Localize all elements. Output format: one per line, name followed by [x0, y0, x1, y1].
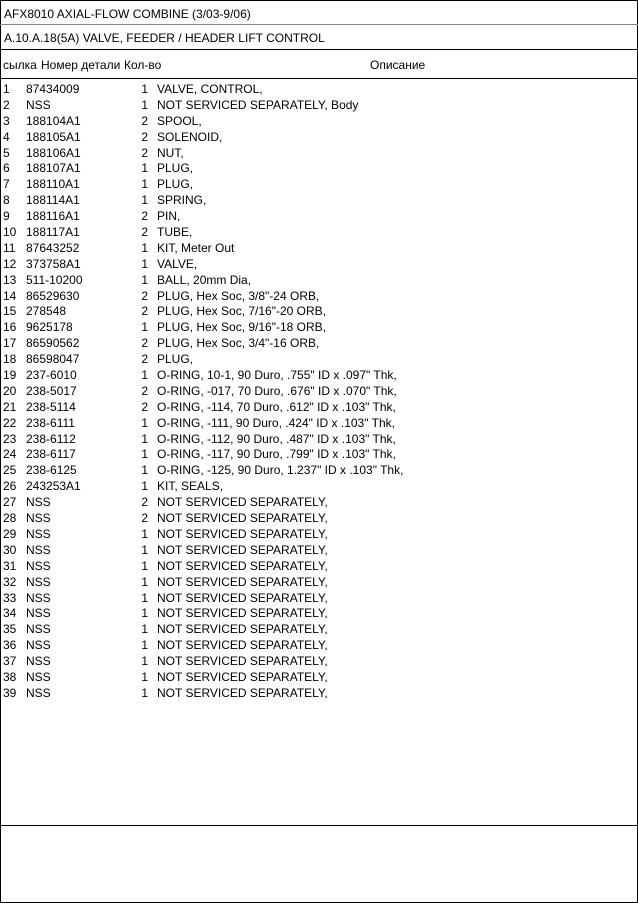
table-row — [0, 177, 638, 193]
table-row — [0, 209, 638, 225]
ref-cell: 38 — [3, 669, 17, 684]
divider — [0, 78, 638, 79]
part-number-cell: 87434009 — [26, 82, 80, 96]
description-cell: TUBE, — [157, 225, 193, 240]
part-number-cell: 188105A1 — [26, 129, 81, 144]
qty-cell: 2 — [141, 495, 148, 510]
part-number-cell: 278548 — [26, 304, 67, 319]
description-cell: NOT SERVICED SEPARATELY, — [157, 669, 328, 684]
parts-table — [0, 82, 638, 702]
description-cell: PLUG, Hex Soc, 3/4"-16 ORB, — [157, 336, 320, 351]
part-number-cell: 86598047 — [26, 352, 80, 367]
ref-cell: 2 — [3, 97, 10, 112]
description-cell: PLUG, — [157, 177, 194, 192]
part-number-cell: 373758A1 — [26, 256, 81, 271]
part-number-cell: 188114A1 — [26, 193, 80, 208]
qty-cell: 2 — [141, 209, 148, 224]
column-header-description: Описание — [370, 58, 426, 72]
table-row — [0, 559, 638, 575]
qty-cell: 2 — [141, 399, 148, 414]
ref-cell: 33 — [3, 590, 17, 605]
part-number-cell: 238-5017 — [26, 383, 77, 398]
description-cell: O-RING, -017, 70 Duro, .676" ID x .070" Thk, — [157, 383, 397, 398]
part-number-cell: 237-6010 — [26, 368, 77, 383]
table-row — [0, 257, 638, 273]
description-cell: VALVE, — [157, 256, 198, 271]
description-cell: KIT, Meter Out — [157, 240, 235, 255]
ref-cell: 5 — [3, 145, 10, 160]
description-cell: NOT SERVICED SEPARATELY, — [157, 558, 328, 573]
ref-cell: 29 — [3, 526, 17, 541]
part-number-cell: 188104A1 — [26, 113, 81, 128]
ref-cell: 6 — [3, 161, 10, 176]
description-cell: PLUG, Hex Soc, 9/16"-18 ORB, — [157, 320, 326, 335]
table-row — [0, 289, 638, 305]
description-cell: BALL, 20mm Dia, — [157, 272, 252, 287]
ref-cell: 3 — [3, 113, 10, 128]
description-cell: NOT SERVICED SEPARATELY, — [157, 654, 328, 669]
ref-cell: 37 — [3, 654, 17, 669]
ref-cell: 1 — [3, 82, 10, 96]
table-row — [0, 622, 638, 638]
qty-cell: 1 — [141, 82, 148, 96]
table-row — [0, 463, 638, 479]
table-row — [0, 432, 638, 448]
qty-cell: 1 — [141, 193, 148, 208]
qty-cell: 1 — [141, 479, 148, 494]
ref-cell: 22 — [3, 415, 17, 430]
column-header-ref: сылка — [3, 58, 37, 72]
divider — [0, 825, 638, 826]
qty-cell: 1 — [141, 526, 148, 541]
ref-cell: 10 — [3, 225, 17, 240]
qty-cell: 2 — [141, 336, 148, 351]
ref-cell: 17 — [3, 336, 17, 351]
table-row — [0, 606, 638, 622]
ref-cell: 36 — [3, 638, 17, 653]
description-cell: NOT SERVICED SEPARATELY, — [157, 495, 328, 510]
qty-cell: 1 — [141, 558, 148, 573]
qty-cell: 1 — [141, 654, 148, 669]
ref-cell: 4 — [3, 129, 10, 144]
qty-cell: 2 — [141, 304, 148, 319]
description-cell: NOT SERVICED SEPARATELY, — [157, 622, 328, 637]
part-number-cell: NSS — [26, 97, 51, 112]
table-row — [0, 98, 638, 114]
ref-cell: 32 — [3, 574, 17, 589]
part-number-cell: 243253A1 — [26, 479, 81, 494]
qty-cell: 2 — [141, 225, 148, 240]
ref-cell: 34 — [3, 606, 17, 621]
table-row — [0, 575, 638, 591]
ref-cell: 7 — [3, 177, 10, 192]
part-number-cell: NSS — [26, 606, 51, 621]
ref-cell: 31 — [3, 558, 17, 573]
description-cell: NOT SERVICED SEPARATELY, — [157, 606, 328, 621]
description-cell: VALVE, CONTROL, — [157, 82, 263, 96]
description-cell: NOT SERVICED SEPARATELY, — [157, 638, 328, 653]
qty-cell: 2 — [141, 113, 148, 128]
qty-cell: 1 — [141, 240, 148, 255]
ref-cell: 8 — [3, 193, 10, 208]
ref-cell: 14 — [3, 288, 17, 303]
ref-cell: 27 — [3, 495, 17, 510]
ref-cell: 9 — [3, 209, 10, 224]
table-row — [0, 352, 638, 368]
part-number-cell: 238-6111 — [26, 415, 75, 430]
ref-cell: 28 — [3, 511, 17, 526]
description-cell: PLUG, — [157, 352, 194, 367]
description-cell: NOT SERVICED SEPARATELY, — [157, 590, 328, 605]
qty-cell: 1 — [141, 320, 148, 335]
qty-cell: 1 — [141, 177, 148, 192]
table-row — [0, 447, 638, 463]
ref-cell: 13 — [3, 272, 17, 287]
part-number-cell: 238-6125 — [26, 463, 77, 478]
table-row — [0, 304, 638, 320]
divider — [0, 49, 638, 50]
ref-cell: 19 — [3, 368, 17, 383]
table-row — [0, 225, 638, 241]
ref-cell: 20 — [3, 383, 17, 398]
part-number-cell: 238-5114 — [26, 399, 76, 414]
table-row — [0, 670, 638, 686]
qty-cell: 1 — [141, 256, 148, 271]
part-number-cell: NSS — [26, 638, 51, 653]
ref-cell: 26 — [3, 479, 17, 494]
table-row — [0, 114, 638, 130]
qty-cell: 2 — [141, 383, 148, 398]
qty-cell: 2 — [141, 352, 148, 367]
table-row — [0, 638, 638, 654]
description-cell: O-RING, -125, 90 Duro, 1.237" ID x .103" Thk, — [157, 463, 404, 478]
ref-cell: 12 — [3, 256, 17, 271]
column-header-qty: Кол-во — [124, 58, 162, 72]
description-cell: NOT SERVICED SEPARATELY, Body — [157, 97, 359, 112]
part-number-cell: NSS — [26, 574, 51, 589]
table-row — [0, 495, 638, 511]
qty-cell: 1 — [141, 447, 148, 462]
qty-cell: 1 — [141, 97, 148, 112]
description-cell: O-RING, -112, 90 Duro, .487" ID x .103" Thk, — [157, 431, 396, 446]
qty-cell: 1 — [141, 431, 148, 446]
qty-cell: 1 — [141, 272, 148, 287]
ref-cell: 39 — [3, 685, 17, 700]
table-row — [0, 161, 638, 177]
part-number-cell: NSS — [26, 511, 51, 526]
table-row — [0, 273, 638, 289]
description-cell: O-RING, -114, 70 Duro, .612" ID x .103" Thk, — [157, 399, 396, 414]
table-row — [0, 130, 638, 146]
qty-cell: 1 — [141, 542, 148, 557]
section-title: A.10.A.18(5A) VALVE, FEEDER / HEADER LIFT CONTROL — [4, 31, 325, 45]
part-number-cell: 9625178 — [26, 320, 73, 335]
table-row — [0, 686, 638, 702]
table-row — [0, 527, 638, 543]
description-cell: NOT SERVICED SEPARATELY, — [157, 574, 328, 589]
qty-cell: 1 — [141, 685, 148, 700]
part-number-cell: NSS — [26, 590, 51, 605]
qty-cell: 1 — [141, 606, 148, 621]
divider — [0, 24, 638, 25]
description-cell: NOT SERVICED SEPARATELY, — [157, 685, 328, 700]
description-cell: PLUG, Hex Soc, 3/8"-24 ORB, — [157, 288, 320, 303]
part-number-cell: NSS — [26, 669, 51, 684]
part-number-cell: 188110A1 — [26, 177, 80, 192]
description-cell: O-RING, -111, 90 Duro, .424" ID x .103" Thk, — [157, 415, 395, 430]
part-number-cell: 86590562 — [26, 336, 80, 351]
part-number-cell: 86529630 — [26, 288, 80, 303]
table-row — [0, 591, 638, 607]
ref-cell: 15 — [3, 304, 17, 319]
part-number-cell: 188106A1 — [26, 145, 81, 160]
description-cell: NOT SERVICED SEPARATELY, — [157, 542, 328, 557]
part-number-cell: NSS — [26, 495, 51, 510]
description-cell: SOLENOID, — [157, 129, 223, 144]
ref-cell: 11 — [3, 240, 16, 255]
ref-cell: 16 — [3, 320, 17, 335]
description-cell: SPRING, — [157, 193, 207, 208]
table-row — [0, 511, 638, 527]
ref-cell: 21 — [3, 399, 17, 414]
table-row — [0, 384, 638, 400]
table-row — [0, 146, 638, 162]
qty-cell: 2 — [141, 511, 148, 526]
table-row — [0, 241, 638, 257]
qty-cell: 2 — [141, 145, 148, 160]
qty-cell: 1 — [141, 574, 148, 589]
description-cell: PLUG, Hex Soc, 7/16"-20 ORB, — [157, 304, 326, 319]
description-cell: KIT, SEALS, — [157, 479, 224, 494]
part-number-cell: 188117A1 — [26, 225, 80, 240]
part-number-cell: NSS — [26, 558, 51, 573]
qty-cell: 1 — [141, 622, 148, 637]
qty-cell: 2 — [141, 288, 148, 303]
table-row — [0, 654, 638, 670]
part-number-cell: NSS — [26, 526, 51, 541]
description-cell: PIN, — [157, 209, 181, 224]
description-cell: NOT SERVICED SEPARATELY, — [157, 526, 328, 541]
part-number-cell: NSS — [26, 654, 51, 669]
description-cell: NUT, — [157, 145, 184, 160]
part-number-cell: 238-6112 — [26, 431, 76, 446]
ref-cell: 35 — [3, 622, 17, 637]
qty-cell: 2 — [141, 129, 148, 144]
ref-cell: 30 — [3, 542, 17, 557]
part-number-cell: 511-10200 — [26, 272, 83, 287]
table-row — [0, 82, 638, 98]
description-cell: O-RING, 10-1, 90 Duro, .755" ID x .097" Thk, — [157, 368, 397, 383]
table-row — [0, 368, 638, 384]
table-row — [0, 416, 638, 432]
ref-cell: 23 — [3, 431, 17, 446]
table-row — [0, 320, 638, 336]
qty-cell: 1 — [141, 669, 148, 684]
description-cell: PLUG, — [157, 161, 194, 176]
part-number-cell: 238-6117 — [26, 447, 76, 462]
qty-cell: 1 — [141, 638, 148, 653]
part-number-cell: 188116A1 — [26, 209, 80, 224]
description-cell: NOT SERVICED SEPARATELY, — [157, 511, 328, 526]
table-row — [0, 193, 638, 209]
part-number-cell: 87643252 — [26, 240, 80, 255]
qty-cell: 1 — [141, 368, 148, 383]
table-row — [0, 400, 638, 416]
description-cell: O-RING, -117, 90 Duro, .799" ID x .103" Thk, — [157, 447, 396, 462]
description-cell: SPOOL, — [157, 113, 202, 128]
ref-cell: 25 — [3, 463, 17, 478]
ref-cell: 18 — [3, 352, 17, 367]
table-row — [0, 336, 638, 352]
ref-cell: 24 — [3, 447, 17, 462]
qty-cell: 1 — [141, 161, 148, 176]
qty-cell: 1 — [141, 590, 148, 605]
part-number-cell: NSS — [26, 622, 51, 637]
part-number-cell: NSS — [26, 542, 51, 557]
model-title: AFX8010 AXIAL-FLOW COMBINE (3/03-9/06) — [4, 7, 251, 21]
table-row — [0, 479, 638, 495]
qty-cell: 1 — [141, 415, 148, 430]
column-header-part-number: Номер детали — [41, 58, 121, 72]
part-number-cell: NSS — [26, 685, 51, 700]
part-number-cell: 188107A1 — [26, 161, 81, 176]
table-row — [0, 543, 638, 559]
qty-cell: 1 — [141, 463, 148, 478]
